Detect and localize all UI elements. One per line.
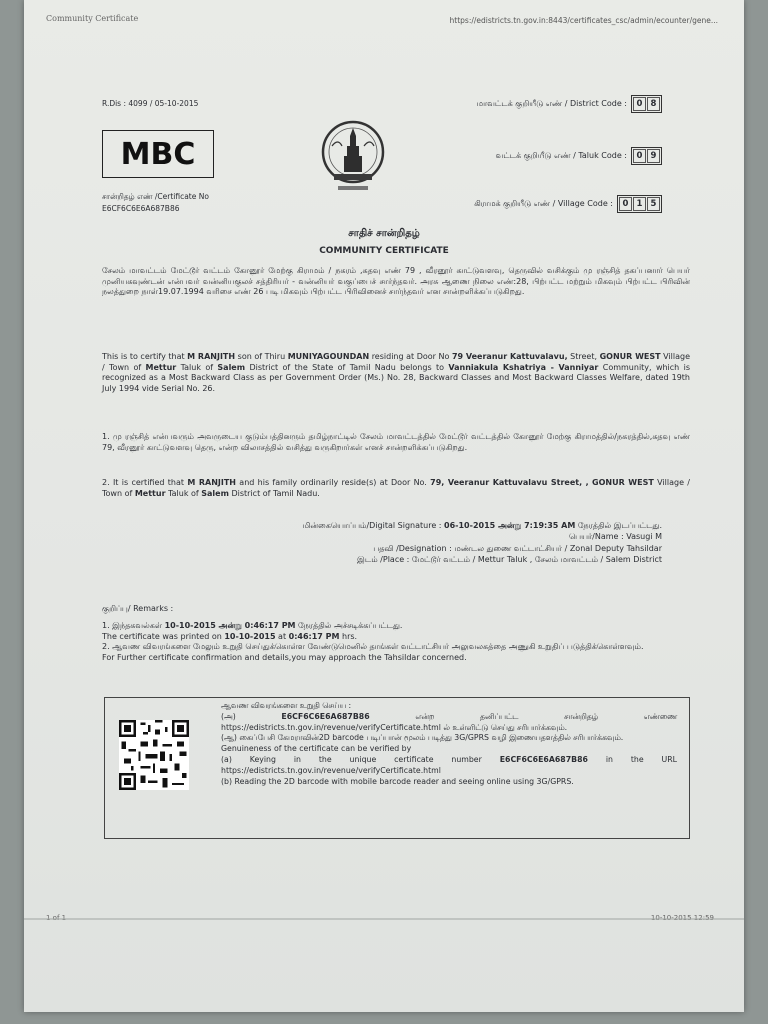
text: மின்கையொப்பம்/Digital Signature : bbox=[302, 521, 445, 530]
taluk-name: Mettur bbox=[145, 362, 177, 372]
text: என்ற தனிப்பட்ட சான்றிதழ் எண்ணை https://edistricts.tn.gov.in/revenue/verifyCertificate.html ல் உள்ளிட்டு செய்து சரிபார்க்கவும். bbox=[221, 711, 677, 732]
para2-english bbox=[102, 478, 690, 499]
para2-tamil: 1. மு ரஞ்சித் என்பவரும் அவருடைய குடும்பத்தினரும் தமிழ்நாட்டில் சேலம் மாவட்டத்தில் மேட்டூர் வட்டத்தில் கோனூர் மேற்கு கிராமத்தில்/நகரத்தில்,கதவு எண் 79, வீரனூர் காட்டுவளவு தெரு, என்ற விலாசத்தில் வசித்து வருகிறார்கள் எனச் சான்றளிக்கப்படுகிறது. bbox=[102, 432, 690, 452]
father-name: MUNIYAGOUNDAN bbox=[287, 352, 370, 361]
category-box bbox=[102, 130, 214, 178]
certificate-number-block bbox=[102, 191, 209, 215]
applicant-name: M RANJITH bbox=[187, 352, 236, 361]
remarks-heading: குறிப்பு/ Remarks : bbox=[102, 604, 174, 613]
district-code-label: மாவட்டக் குறியீடு எண் / District Code : bbox=[476, 99, 627, 108]
para1-english bbox=[102, 352, 690, 394]
text: in the URL https://edistricts.tn.gov.in/revenue/verifyCertificate.html bbox=[221, 754, 677, 775]
community-name: Vanniakula Kshatriya - Vanniyar bbox=[448, 362, 599, 372]
tamil-nadu-emblem-icon bbox=[320, 116, 386, 196]
verification-heading: ஆவண விவரங்களை உறுதி செய்ய : bbox=[221, 701, 352, 710]
code-digit: 5 bbox=[647, 197, 660, 211]
cert-no-value: E6CF6C6E6A687B86 bbox=[102, 204, 180, 213]
certificate-code: E6CF6C6E6A687B86 bbox=[499, 754, 588, 764]
taluk-code-label: வட்டக் குறியீடு எண் / Taluk Code : bbox=[495, 151, 627, 160]
text: residing at Door No bbox=[369, 352, 452, 361]
cert-no-label: சான்றிதழ் எண் /Certificate No bbox=[102, 192, 209, 201]
taluk-code-row bbox=[496, 147, 662, 165]
text: Community, which is recognized as a Most Backward Class as per Government Order (Ms.) No. 28, Backward Classes and Most Backward Classes Welfare, dated 19th July 1994 vide Serial No. 26. bbox=[102, 362, 690, 393]
district-name: Salem bbox=[201, 488, 229, 498]
text: 2. It is certified that bbox=[102, 478, 188, 487]
text: and his family ordinarily reside(s) at Door No. bbox=[236, 478, 431, 487]
door-number: 79, Veeranur Kattuvalavu Street, , bbox=[430, 478, 589, 487]
para1-tamil: சேலம் மாவட்டம் மேட்டூர் வட்டம் கோனூர் மேற்கு கிராமம் / நகரம் ,கதவு எண் 79 , வீரனூர் காட்டுவளவு, தெருவில் வசிக்கும் மு ரஞ்சித் தகப்பனார் பெயர் முனியகவுண்டன் என்பவர் வன்னியகுலச் சத்திரியர் - வன்னியர் வகுப்பைச் சார்ந்தவர். அரசு ஆணை நிலை எண்:28, பிற்பட்ட மற்றும் மிகவும் பிற்பட்ட பிரிவின் நலத்துறை நாள்19.07.1994 வரிசை எண் 26 படி மிகவும் பிற்பட்ட பிரிவினைச் சார்ந்தவர் என சான்றளிக்கப்படுகிறது. bbox=[102, 266, 690, 297]
signer-name: பெயர்/Name : Vasugi M bbox=[568, 532, 662, 542]
print-time: 0:46:17 PM bbox=[288, 631, 340, 641]
text: son of Thiru bbox=[235, 352, 288, 361]
code-digit: 9 bbox=[647, 149, 660, 163]
title-english: COMMUNITY CERTIFICATE bbox=[319, 246, 449, 256]
text: at bbox=[275, 631, 289, 641]
district-code-boxes bbox=[631, 95, 662, 113]
code-digit: 1 bbox=[633, 197, 646, 211]
village-code-label: கிராமக் குறியீடு எண் / Village Code : bbox=[474, 199, 613, 208]
taluk-name: Mettur bbox=[134, 488, 166, 498]
remarks-block bbox=[102, 604, 690, 664]
code-digit: 0 bbox=[633, 97, 646, 111]
code-digit: 8 bbox=[647, 97, 660, 111]
browser-url: https://edistricts.tn.gov.in:8443/certificates_csc/admin/ecounter/gene... bbox=[449, 16, 718, 25]
paper-fold bbox=[24, 918, 744, 920]
signature-timestamp: 06-10-2015 அன்று 7:19:35 AM bbox=[444, 521, 576, 530]
text: hrs. bbox=[339, 631, 358, 641]
text: This is to certify that bbox=[102, 352, 188, 361]
qr-code-icon bbox=[119, 720, 189, 790]
browser-page-title: Community Certificate bbox=[46, 14, 139, 23]
verification-b-tamil: (ஆ) கைப்பேசி கேமராவின்2D barcode படிப்பான் மூலம் படித்து 3G/GPRS வழி இணையதளத்தில் சரிபார்க்கவும். bbox=[221, 733, 624, 743]
text: The certificate was printed on bbox=[102, 631, 225, 641]
district-code-row bbox=[477, 95, 662, 113]
signer-place: இடம் /Place : மேட்டூர் வட்டம் / Mettur Taluk , சேலம் மாவட்டம் / Salem District bbox=[357, 555, 662, 565]
text: Street, bbox=[567, 352, 600, 361]
village-code-boxes bbox=[617, 195, 662, 213]
text: (அ) bbox=[221, 711, 282, 721]
taluk-code-boxes bbox=[631, 147, 662, 165]
verification-a-english bbox=[221, 755, 677, 777]
text: (a) Keying in the unique certificate number bbox=[221, 754, 500, 764]
text: 1. இந்தகவல்கள் bbox=[102, 620, 165, 630]
district-name: Salem bbox=[217, 362, 246, 372]
village-name: GONUR WEST bbox=[592, 478, 654, 487]
village-name: GONUR WEST bbox=[599, 352, 661, 361]
print-date: 10-10-2015 bbox=[224, 631, 276, 641]
category-label: MBC bbox=[120, 136, 196, 172]
verification-box bbox=[104, 697, 690, 839]
certificate-code: E6CF6C6E6A687B86 bbox=[281, 711, 370, 721]
verification-a-tamil bbox=[221, 712, 677, 734]
door-number: 79 Veeranur Kattuvalavu, bbox=[451, 352, 568, 361]
text: Village / Town of bbox=[102, 478, 690, 498]
digital-signature-line bbox=[184, 520, 662, 531]
village-code-row bbox=[474, 195, 662, 213]
text: District of Tamil Nadu. bbox=[228, 488, 320, 498]
remark-1-english bbox=[102, 632, 690, 643]
signer-designation: பதவி /Designation : மண்டல துணை வட்டாட்சியர் / Zonal Deputy Tahsildar bbox=[373, 543, 662, 553]
remark-1-tamil bbox=[102, 621, 690, 632]
text: District of the State of Tamil Nadu belongs to bbox=[245, 362, 449, 372]
text: நேரத்தில் அச்சடிக்கப்பட்டது. bbox=[295, 620, 403, 630]
remark-2-english: For Further certificate confirmation and details,you may approach the Tahsildar concerned. bbox=[102, 653, 467, 663]
certificate-sheet bbox=[24, 0, 744, 1012]
verification-en-heading: Genuineness of the certificate can be verified by bbox=[221, 744, 412, 754]
print-timestamp: 10-10-2015 அன்று 0:46:17 PM bbox=[164, 620, 296, 630]
applicant-name: M RANJITH bbox=[187, 478, 236, 487]
text: நேரத்தில் இடப்பட்டது. bbox=[575, 521, 662, 530]
verification-b-english: (b) Reading the 2D barcode with mobile barcode reader and seeing online using 3G/GPRS. bbox=[221, 776, 574, 786]
code-digit: 0 bbox=[619, 197, 632, 211]
text: Village / Town of bbox=[102, 352, 691, 372]
text: Taluk of bbox=[176, 362, 218, 372]
text: Taluk of bbox=[165, 488, 202, 498]
rdis-number: R.Dis : 4099 / 05-10-2015 bbox=[102, 99, 199, 108]
signature-block bbox=[184, 520, 662, 566]
verification-text bbox=[221, 701, 677, 787]
title-tamil: சாதிச் சான்றிதழ் bbox=[348, 228, 420, 239]
code-digit: 0 bbox=[633, 149, 646, 163]
remark-2-tamil: 2. ஆவண விவரங்களை மேலும் உறுதி செய்துக்கொள்ள வேண்டுமெனில் தாங்கள் வட்டாட்சியர் அலுவலகத்தை அணுகி உறுதிப் படுத்திக்கொள்ளவும். bbox=[102, 642, 644, 652]
